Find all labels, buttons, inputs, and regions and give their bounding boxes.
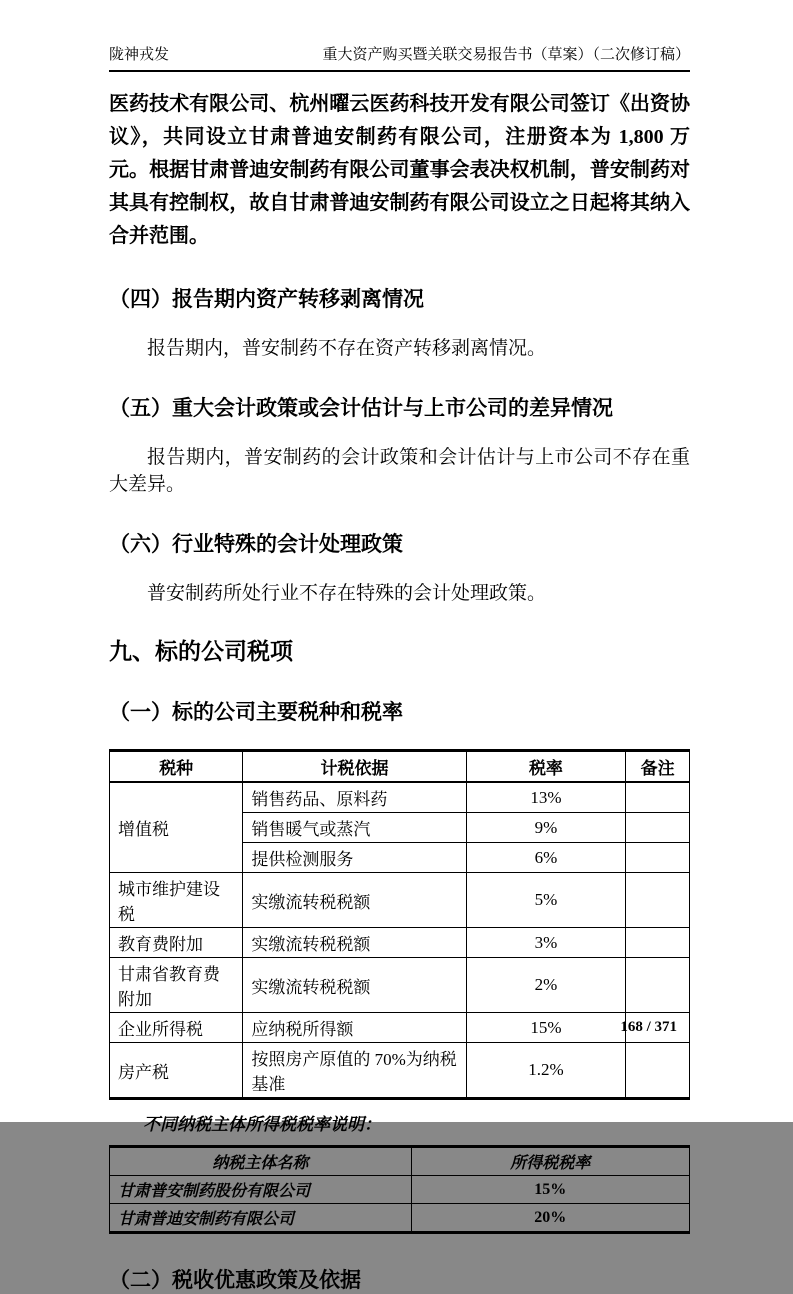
table-row: [110, 782, 690, 813]
col-header-tax-type: 税种: [110, 751, 243, 783]
note-cell: [626, 782, 690, 813]
table-row: [110, 1013, 690, 1043]
section-4-paragraph: 报告期内，普安制药不存在资产转移剥离情况。: [147, 338, 547, 359]
note-cell: [626, 1043, 690, 1099]
basis-cell: 销售暖气或蒸汽: [243, 813, 466, 843]
section-5-heading: （五）重大会计政策或会计估计与上市公司的差异情况: [109, 397, 613, 420]
running-header: [109, 46, 690, 72]
table-row: [110, 1176, 690, 1204]
table-row: [110, 958, 690, 1013]
entity-cell: 甘肃普安制药股份有限公司: [110, 1176, 412, 1204]
rate-cell: 5%: [466, 873, 626, 928]
col-header-basis: 计税依据: [243, 751, 466, 783]
note-cell: [626, 843, 690, 873]
table-row: [110, 928, 690, 958]
section-2-heading: （二）税收优惠政策及依据: [109, 1269, 361, 1292]
section-6-heading: （六）行业特殊的会计处理政策: [109, 533, 403, 556]
basis-cell: 实缴流转税税额: [243, 928, 466, 958]
header-right-title: 重大资产购买暨关联交易报告书（草案）（二次修订稿）: [322, 47, 690, 63]
table-row: [110, 873, 690, 928]
note-cell: [626, 873, 690, 928]
page-number: 168 / 371: [620, 1019, 677, 1035]
chapter-9-heading: 九、标的公司税项: [109, 638, 293, 664]
tax-type-cell: 教育费附加: [110, 928, 243, 958]
basis-cell: 销售药品、原料药: [243, 782, 466, 813]
table-header-row: [110, 751, 690, 783]
income-tax-note: 不同纳税主体所得税税率说明：: [143, 1115, 381, 1134]
tax-type-cell: 甘肃省教育费附加: [110, 958, 243, 1013]
basis-cell: 提供检测服务: [243, 843, 466, 873]
rate-cell: 1.2%: [466, 1043, 626, 1099]
section-4-heading: （四）报告期内资产转移剥离情况: [109, 288, 424, 311]
section-5-paragraph: 报告期内，普安制药的会计政策和会计估计与上市公司不存在重大差异。: [109, 447, 690, 495]
table-row: [110, 1204, 690, 1233]
col-header-income-tax-rate: 所得税税率: [411, 1147, 689, 1176]
rate-cell: 15%: [466, 1013, 626, 1043]
basis-cell: 实缴流转税税额: [243, 873, 466, 928]
rate-cell: 6%: [466, 843, 626, 873]
income-tax-rate-table: [109, 1145, 690, 1234]
intro-paragraph: 医药技术有限公司、杭州曜云医药科技开发有限公司签订《出资协议》，共同设立甘肃普迪安制药有限公司，注册资本为 1,800 万元。根据甘肃普迪安制药有限公司董事会表决权机制，普安制药对其具有控制权，故自甘肃普迪安制药有限公司设立之日起将其纳入合并范围。: [109, 93, 690, 247]
col-header-entity: 纳税主体名称: [110, 1147, 412, 1176]
section-6-paragraph: 普安制药所处行业不存在特殊的会计处理政策。: [147, 583, 547, 604]
rate-cell: 9%: [466, 813, 626, 843]
note-cell: [626, 813, 690, 843]
table-header-row: [110, 1147, 690, 1176]
tax-type-cell: 增值税: [110, 782, 243, 873]
table-row: [110, 1043, 690, 1099]
col-header-rate: 税率: [466, 751, 626, 783]
rate-cell: 3%: [466, 928, 626, 958]
rate-cell: 15%: [411, 1176, 689, 1204]
note-cell: [626, 928, 690, 958]
rate-cell: 13%: [466, 782, 626, 813]
header-left-title: 陇神戎发: [109, 47, 170, 63]
tax-type-cell: 城市维护建设税: [110, 873, 243, 928]
note-cell: [626, 958, 690, 1013]
basis-cell: 按照房产原值的 70%为纳税基准: [243, 1043, 466, 1099]
tax-rate-table: [109, 749, 690, 1100]
rate-cell: 20%: [411, 1204, 689, 1233]
col-header-note: 备注: [626, 751, 690, 783]
basis-cell: 实缴流转税税额: [243, 958, 466, 1013]
section-1-heading: （一）标的公司主要税种和税率: [109, 701, 403, 724]
basis-cell: 应纳税所得额: [243, 1013, 466, 1043]
entity-cell: 甘肃普迪安制药有限公司: [110, 1204, 412, 1233]
tax-type-cell: 企业所得税: [110, 1013, 243, 1043]
tax-type-cell: 房产税: [110, 1043, 243, 1099]
rate-cell: 2%: [466, 958, 626, 1013]
